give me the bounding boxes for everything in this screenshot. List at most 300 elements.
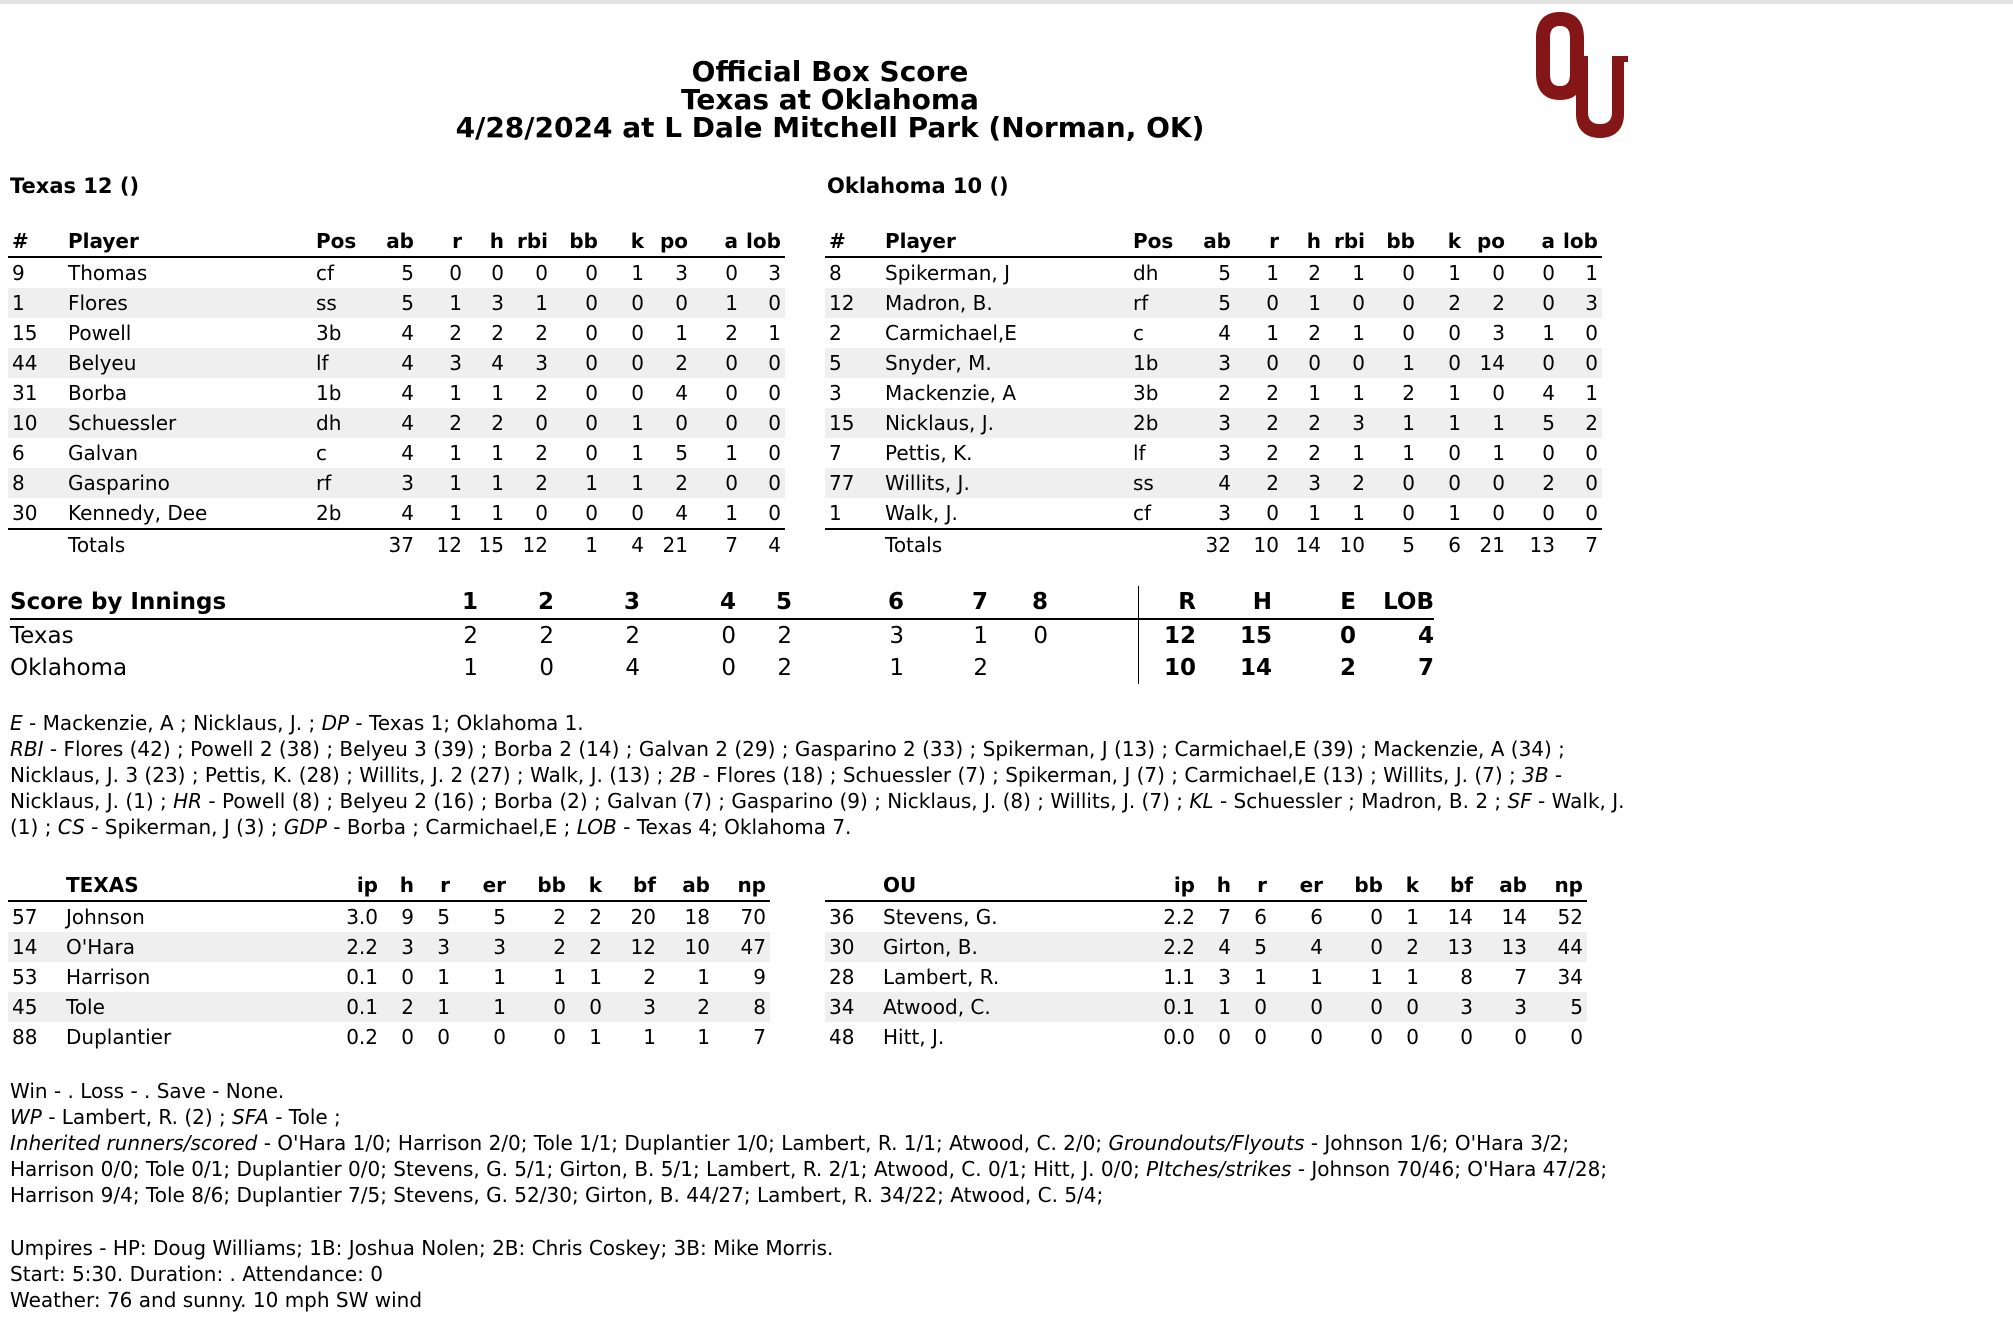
player-pos: cf (1133, 501, 1152, 525)
note-label-gdp: GDP (283, 815, 327, 839)
stat-rbi: 2 (535, 441, 548, 465)
stat-ip: 2.2 (1149, 932, 1199, 962)
stat-k: 1 (589, 965, 602, 989)
col-r: r (1235, 870, 1271, 901)
pitching-team-label: OU (879, 870, 1149, 901)
inning-header: 3 (554, 586, 640, 619)
stat-bb: 1 (1402, 441, 1415, 465)
pitcher-number: 57 (12, 905, 38, 929)
stat-r: 1 (1254, 965, 1267, 989)
col-number: # (8, 226, 64, 257)
col-k: k (570, 870, 606, 901)
player-number: 9 (12, 261, 25, 285)
stat-h: 1 (1283, 288, 1325, 318)
player-name: Belyeu (64, 348, 312, 378)
stat-lob: 0 (1585, 501, 1598, 525)
stat-k: 0 (631, 381, 644, 405)
totals-cell: 14 (1283, 529, 1325, 560)
stat-r: 5 (1235, 932, 1271, 962)
note-label-dp: DP (321, 711, 350, 735)
stat-er: 1 (454, 992, 510, 1022)
stat-bb: 0 (585, 321, 598, 345)
header-title: Official Box Score (691, 55, 969, 88)
player-pos: 2b (316, 501, 342, 525)
ou-logo (1530, 8, 1630, 140)
note-label-lob: LOB (576, 815, 617, 839)
stat-a: 0 (725, 381, 738, 405)
start-line: Start: 5:30. Duration: . Attendance: 0 (10, 1262, 383, 1286)
col-h: h (382, 870, 418, 901)
header-date-venue: 4/28/2024 at L Dale Mitchell Park (Norman, OK) (455, 111, 1205, 144)
stat-np: 70 (740, 905, 766, 929)
innings-team-name: Oklahoma (10, 655, 128, 681)
stat-po: 1 (675, 321, 688, 345)
player-pos: cf (316, 261, 335, 285)
totals-label: Totals (64, 529, 312, 560)
stat-lob: 0 (742, 348, 785, 378)
totals-cell: 7 (692, 529, 742, 560)
table-row (8, 498, 785, 529)
stat-ab: 4 (370, 348, 418, 378)
stat-po: 4 (675, 501, 688, 525)
note-text-2b: - Flores (18) ; Schuessler (7) ; Spikerman, J (7) ; Carmichael,E (13) ; Willits, J. (7) ; (696, 763, 1523, 787)
col-a: a (692, 226, 742, 257)
pitcher-number: 36 (829, 905, 855, 929)
stat-a: 0 (725, 261, 738, 285)
stat-a: 1 (692, 288, 742, 318)
stat-bb: 0 (1369, 468, 1419, 498)
stat-np: 7 (753, 1025, 766, 1049)
stat-rbi: 2 (1325, 468, 1369, 498)
stat-rbi: 3 (1325, 408, 1369, 438)
stat-k: 2 (1387, 932, 1423, 962)
player-number: 3 (829, 381, 842, 405)
stat-bb: 0 (1369, 288, 1419, 318)
inning-score: 0 (721, 655, 736, 681)
stat-h: 2 (1308, 261, 1321, 285)
stat-k: 2 (589, 905, 602, 929)
stat-r: 0 (1235, 348, 1283, 378)
decision-line: Win - . Loss - . Save - None. (10, 1079, 285, 1103)
stat-lob: 0 (742, 288, 785, 318)
col-h: h (1199, 870, 1235, 901)
note-text-pitches: - Johnson 70/46; O'Hara 47/28; Harrison 9/4; Tole 8/6; Duplantier 7/5; Stevens, G. 52/30; Girton, B. 44/27; Lambert, R. 34/22; Atwood, C. 5/4; (10, 1157, 1608, 1207)
stat-r: 0 (1235, 288, 1283, 318)
texas-pitching-table (8, 870, 770, 1052)
inning-score: 1 (463, 655, 478, 681)
innings-row (10, 652, 1434, 684)
note-label-kl: KL (1189, 789, 1214, 813)
stat-a: 0 (692, 408, 742, 438)
player-number: 2 (829, 321, 842, 345)
stat-bb: 0 (1402, 501, 1415, 525)
stat-ab: 3 (1187, 348, 1235, 378)
col-ab: ab (1477, 870, 1531, 901)
oklahoma-batting-header-row (825, 226, 1602, 257)
stat-bb: 0 (553, 1025, 566, 1049)
table-row (825, 1022, 1587, 1052)
col-h: h (1283, 226, 1325, 257)
player-name: Madron, B. (881, 288, 1129, 318)
stat-rbi: 1 (1352, 261, 1365, 285)
totals-label: Totals (881, 529, 1129, 560)
stat-r: 0 (1235, 992, 1271, 1022)
innings-team-name: Texas (10, 623, 74, 649)
table-row (8, 378, 785, 408)
pitcher-name: Johnson (66, 905, 145, 929)
innings-row (10, 619, 1434, 652)
stat-ip: 0.1 (346, 965, 378, 989)
col-er: er (454, 870, 510, 901)
stat-er: 0 (1310, 1025, 1323, 1049)
col-k: k (602, 226, 648, 257)
player-name: Borba (68, 381, 128, 405)
stat-r: 1 (418, 288, 466, 318)
inning-header: 6 (792, 586, 904, 619)
stat-h: 2 (1308, 441, 1321, 465)
stat-er: 0 (1271, 992, 1327, 1022)
totals-cell: 12 (418, 529, 466, 560)
inning-score: 2 (777, 655, 792, 681)
col-ip: ip (332, 870, 382, 901)
player-name: Kennedy, Dee (68, 501, 208, 525)
player-name: Mackenzie, A (885, 381, 1017, 405)
oklahoma-totals-row (825, 529, 1602, 560)
stat-h: 0 (491, 261, 504, 285)
stat-ip: 0.2 (346, 1025, 378, 1049)
col-rbi: rbi (1325, 226, 1369, 257)
col-ab: ab (660, 870, 714, 901)
table-row (825, 962, 1587, 992)
inning-score: 0 (539, 655, 554, 681)
inning-score: 1 (889, 655, 904, 681)
pitching-detail-notes (10, 1130, 1650, 1208)
col-k: k (1387, 870, 1423, 901)
table-row (8, 348, 785, 378)
stat-lob: 1 (1585, 381, 1598, 405)
stat-k: 2 (1419, 288, 1465, 318)
stat-er: 0 (493, 1025, 506, 1049)
total-header-lob: LOB (1356, 586, 1434, 619)
texas-totals-row (8, 529, 785, 560)
stat-bb: 0 (552, 288, 602, 318)
stat-r: 3 (418, 348, 466, 378)
player-name: Thomas (68, 261, 148, 285)
inning-header: 7 (904, 586, 988, 619)
stat-bb: 0 (552, 408, 602, 438)
stat-bf: 8 (1460, 965, 1473, 989)
stat-k: 1 (1406, 965, 1419, 989)
note-label-groundouts: Groundouts/Flyouts (1108, 1131, 1305, 1155)
player-number: 10 (8, 408, 64, 438)
stat-bb: 0 (1370, 1025, 1383, 1049)
stat-np: 52 (1557, 905, 1583, 929)
pitching-team-label: TEXAS (62, 870, 332, 901)
stat-k: 0 (631, 501, 644, 525)
player-name: Powell (68, 321, 132, 345)
player-name: Snyder, M. (881, 348, 1129, 378)
stat-h: 4 (466, 348, 508, 378)
innings-total: 15 (1239, 623, 1272, 649)
totals-cell: 21 (648, 529, 692, 560)
stat-ip: 0.1 (332, 992, 382, 1022)
ou-pitching-table (825, 870, 1587, 1052)
col-po: po (648, 226, 692, 257)
pitcher-name: Atwood, C. (879, 992, 1149, 1022)
stat-po: 0 (648, 408, 692, 438)
stat-lob: 0 (768, 381, 781, 405)
note-text-groundouts: - Johnson 1/6; O'Hara 3/2; Harrison 0/0; Tole 0/1; Duplantier 0/0; Stevens, G. 5/1; Girton, B. 5/1; Lambert, R. 2/1; Atwood, C. 0/1; Hitt, J. 0/0; (10, 1131, 1570, 1181)
stat-a: 1 (725, 501, 738, 525)
stat-bf: 3 (606, 992, 660, 1022)
stat-h: 2 (1283, 408, 1325, 438)
innings-total: 10 (1163, 655, 1196, 681)
stat-r: 2 (1266, 381, 1279, 405)
stat-r: 1 (418, 468, 466, 498)
stat-h: 1 (1308, 381, 1321, 405)
col-number (825, 870, 879, 901)
totals-cell: 10 (1235, 529, 1283, 560)
stat-k: 1 (1419, 408, 1465, 438)
totals-cell: 6 (1419, 529, 1465, 560)
pitcher-name: Tole (62, 992, 332, 1022)
stat-r: 1 (449, 501, 462, 525)
stat-lob: 0 (1585, 321, 1598, 345)
stat-ab: 18 (684, 905, 710, 929)
stat-lob: 1 (1585, 261, 1598, 285)
stat-r: 5 (437, 905, 450, 929)
stat-h: 2 (1308, 321, 1321, 345)
player-number: 7 (829, 441, 842, 465)
stat-er: 1 (1310, 965, 1323, 989)
stat-ip: 0.0 (1163, 1025, 1195, 1049)
totals-cell (825, 529, 881, 560)
note-text-cs: - Spikerman, J (3) ; (84, 815, 284, 839)
stat-lob: 0 (742, 468, 785, 498)
col-bb: bb (510, 870, 570, 901)
note-text-e: - Mackenzie, A ; Nicklaus, J. ; (22, 711, 322, 735)
col-r: r (418, 226, 466, 257)
stat-rbi: 0 (535, 261, 548, 285)
pitcher-number: 48 (829, 1025, 855, 1049)
player-number: 6 (12, 441, 25, 465)
innings-total: 7 (1417, 655, 1434, 681)
totals-cell: 37 (370, 529, 418, 560)
player-number: 1 (829, 501, 842, 525)
stat-r: 0 (1254, 1025, 1267, 1049)
stat-r: 2 (1235, 408, 1283, 438)
stat-k: 0 (1387, 992, 1423, 1022)
totals-cell: 4 (602, 529, 648, 560)
player-number: 8 (8, 468, 64, 498)
inning-header: 4 (640, 586, 736, 619)
player-pos: c (1133, 321, 1144, 345)
innings-total: 12 (1163, 623, 1196, 649)
stat-ab: 4 (401, 441, 414, 465)
stat-bb: 1 (552, 468, 602, 498)
stat-po: 3 (1492, 321, 1505, 345)
player-name: Spikerman, J (885, 261, 1011, 285)
table-row (8, 408, 785, 438)
oklahoma-batting-table (825, 226, 1602, 560)
stat-ab: 3 (1218, 441, 1231, 465)
stat-h: 7 (1218, 905, 1231, 929)
stat-r: 1 (418, 992, 454, 1022)
stat-po: 2 (648, 468, 692, 498)
stat-ab: 3 (1218, 501, 1231, 525)
table-row (825, 932, 1587, 962)
stat-h: 2 (382, 992, 418, 1022)
header-matchup: Texas at Oklahoma (681, 83, 979, 116)
player-number: 44 (8, 348, 64, 378)
player-name: Willits, J. (881, 468, 1129, 498)
stat-a: 0 (1509, 348, 1559, 378)
stat-ab: 10 (660, 932, 714, 962)
inning-score: 3 (889, 623, 904, 649)
totals-cell: 15 (466, 529, 508, 560)
stat-h: 1 (1308, 501, 1321, 525)
table-row (825, 288, 1602, 318)
stat-a: 5 (1509, 408, 1559, 438)
player-number: 5 (825, 348, 881, 378)
totals-cell: 4 (742, 529, 785, 560)
total-header-h: H (1196, 586, 1272, 619)
stat-k: 1 (1406, 905, 1419, 929)
pitcher-name: Lambert, R. (883, 965, 1000, 989)
stat-ab: 2 (660, 992, 714, 1022)
stat-rbi: 1 (1352, 381, 1365, 405)
totals-cell: 7 (1559, 529, 1602, 560)
stat-a: 2 (1509, 468, 1559, 498)
player-number: 30 (12, 501, 38, 525)
stat-ip: 2.2 (332, 932, 382, 962)
note-label-3b: 3B (1522, 763, 1549, 787)
stat-a: 0 (1509, 288, 1559, 318)
stat-po: 3 (675, 261, 688, 285)
stat-ip: 1.1 (1163, 965, 1195, 989)
stat-h: 1 (491, 501, 504, 525)
inning-header: 8 (988, 586, 1048, 619)
player-name: Carmichael,E (885, 321, 1017, 345)
table-row (825, 498, 1602, 529)
batting-notes-text (10, 710, 1650, 840)
top-border (0, 0, 2013, 4)
inning-score: 1 (973, 623, 988, 649)
stat-lob: 3 (1559, 288, 1602, 318)
stat-er: 5 (493, 905, 506, 929)
stat-bb: 1 (1369, 408, 1419, 438)
stat-ip: 3.0 (346, 905, 378, 929)
table-row (8, 962, 770, 992)
table-row (825, 257, 1602, 288)
score-by-innings-table (10, 586, 1434, 684)
stat-k: 0 (602, 348, 648, 378)
stat-lob: 0 (1559, 348, 1602, 378)
note-label-sf: SF (1507, 789, 1532, 813)
stat-bb: 2 (1402, 381, 1415, 405)
inning-score: 0 (1033, 623, 1048, 649)
stat-rbi: 0 (1325, 348, 1369, 378)
stat-ab: 13 (1477, 932, 1531, 962)
stat-bb: 0 (1327, 932, 1387, 962)
note-text-dp: - Texas 1; Oklahoma 1. (349, 711, 584, 735)
stat-r: 1 (449, 381, 462, 405)
stat-po: 0 (1492, 381, 1505, 405)
innings-divider (1048, 586, 1138, 619)
note-text-wp: - Lambert, R. (2) ; (41, 1105, 233, 1129)
stat-er: 6 (1310, 905, 1323, 929)
table-row (8, 318, 785, 348)
pitcher-number: 28 (829, 965, 855, 989)
stat-ab: 3 (1187, 408, 1235, 438)
player-pos: lf (1133, 441, 1146, 465)
stat-rbi: 2 (508, 468, 552, 498)
player-pos: 1b (316, 381, 342, 405)
pitcher-number: 34 (825, 992, 879, 1022)
note-text-kl: - Schuessler ; Madron, B. 2 ; (1213, 789, 1508, 813)
innings-divider (1048, 619, 1138, 652)
texas-pitching-header-row (8, 870, 770, 901)
stat-k: 1 (631, 261, 644, 285)
stat-bf: 2 (643, 965, 656, 989)
note-text-sf: - Walk, J. (1) ; (10, 789, 1625, 839)
inning-score: 2 (973, 655, 988, 681)
stat-h: 3 (1283, 468, 1325, 498)
stat-np: 47 (714, 932, 770, 962)
player-pos: rf (312, 468, 370, 498)
stat-r: 2 (449, 321, 462, 345)
stat-bf: 0 (1460, 1025, 1473, 1049)
col-bf: bf (1423, 870, 1477, 901)
innings-total: 0 (1339, 623, 1356, 649)
stat-po: 14 (1465, 348, 1509, 378)
stat-po: 5 (675, 441, 688, 465)
oklahoma-team-heading: Oklahoma 10 () (827, 174, 1009, 198)
stat-er: 1 (493, 965, 506, 989)
totals-cell: 13 (1509, 529, 1559, 560)
stat-ab: 14 (1501, 905, 1527, 929)
player-number: 77 (825, 468, 881, 498)
innings-title: Score by Innings (10, 586, 410, 619)
stat-ip: 2.2 (1163, 905, 1195, 929)
player-pos: dh (1133, 261, 1159, 285)
totals-cell (1129, 529, 1187, 560)
stat-h: 4 (1199, 932, 1235, 962)
innings-total: 4 (1417, 623, 1434, 649)
player-pos: dh (312, 408, 370, 438)
innings-divider (1048, 652, 1138, 684)
table-row (8, 992, 770, 1022)
stat-rbi: 0 (535, 501, 548, 525)
stat-a: 0 (1542, 501, 1555, 525)
stat-bb: 0 (1327, 992, 1387, 1022)
col-r: r (1235, 226, 1283, 257)
box-score-header (0, 55, 1660, 144)
stat-ip: 0.1 (1149, 992, 1199, 1022)
stat-lob: 0 (768, 441, 781, 465)
col-pos: Pos (1129, 226, 1187, 257)
batting-notes (10, 710, 1650, 840)
note-text-sfa: - Tole ; (268, 1105, 341, 1129)
stat-r: 1 (1266, 321, 1279, 345)
inning-score (988, 652, 1048, 684)
stat-k: 0 (631, 321, 644, 345)
stat-bf: 14 (1447, 905, 1473, 929)
table-row (8, 257, 785, 288)
stat-r: 0 (1266, 501, 1279, 525)
stat-np: 5 (1531, 992, 1587, 1022)
totals-cell (8, 529, 64, 560)
